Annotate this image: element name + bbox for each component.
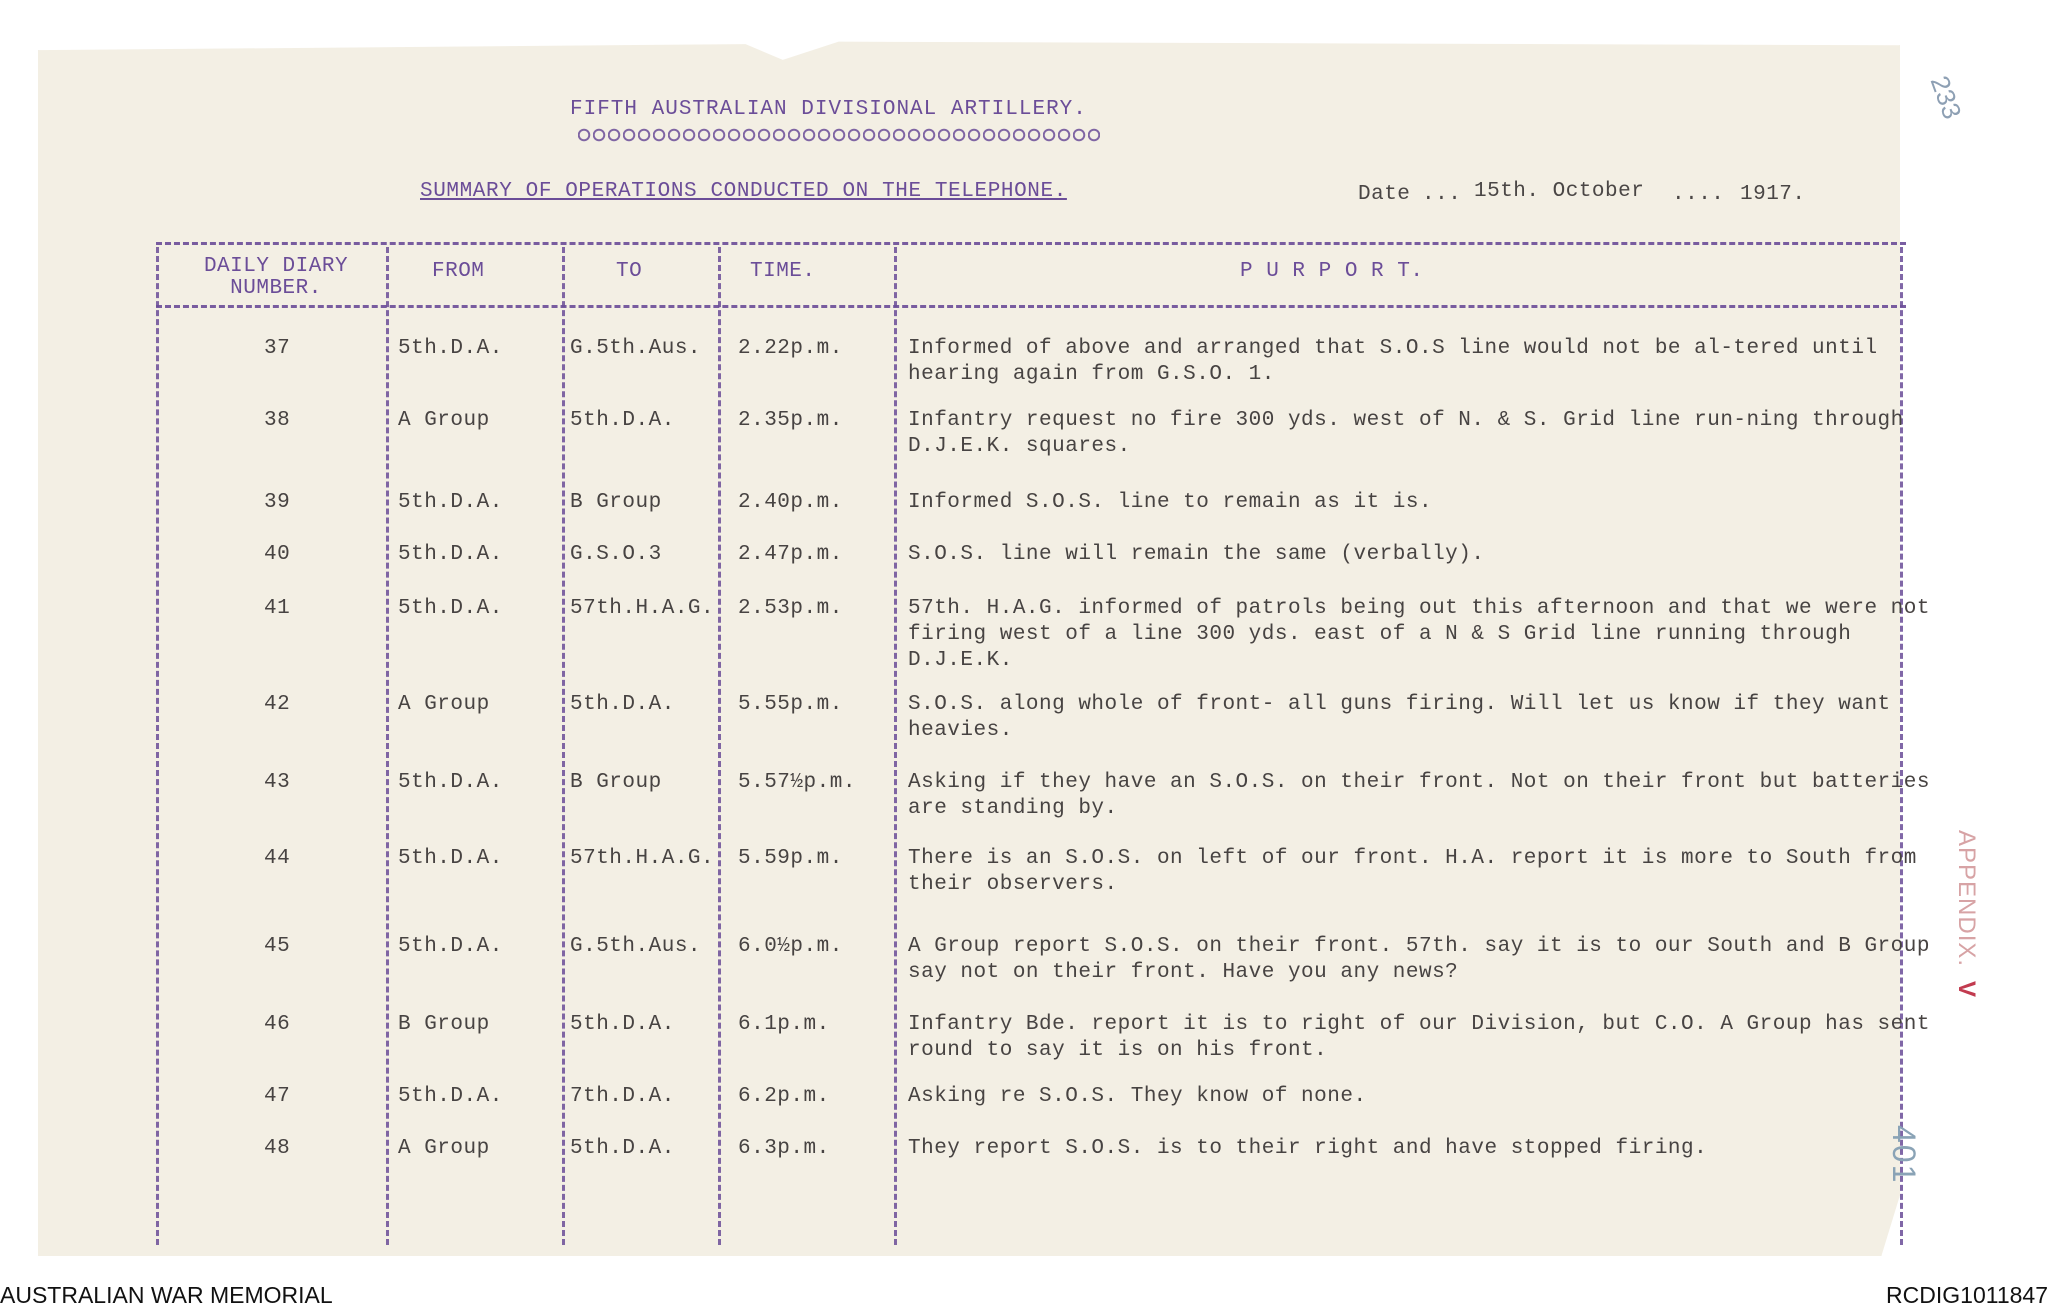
appendix-label: APPENDIX.: [1953, 830, 1980, 968]
column-header-to: TO: [616, 260, 643, 283]
row-from: 5th.D.A.: [398, 771, 503, 794]
row-diary-number: 38: [264, 409, 291, 432]
row-purport: They report S.O.S. is to their right and have stopped firing.: [908, 1137, 1708, 1160]
row-diary-number: 46: [264, 1013, 291, 1036]
row-to: 7th.D.A.: [570, 1085, 675, 1108]
row-to: G.5th.Aus.: [570, 337, 702, 360]
row-from: 5th.D.A.: [398, 1085, 503, 1108]
row-purport: 57th. H.A.G. informed of patrols being out this afternoon and that we were not firing west of a line 300 yds. east of a N & S Grid line running through D.J.E.K.: [908, 597, 1930, 672]
row-to: 57th.H.A.G.: [570, 597, 715, 620]
row-from: A Group: [398, 693, 490, 716]
operations-table: [156, 242, 1930, 1245]
row-purport: Asking if they have an S.O.S. on their front. Not on their front but batteries are standing by.: [908, 771, 1930, 820]
folio-number-stamp: 401: [1886, 1125, 1922, 1185]
row-to: 5th.D.A.: [570, 1013, 675, 1036]
row-diary-number: 40: [264, 543, 291, 566]
row-to: G.S.O.3: [570, 543, 662, 566]
row-from: 5th.D.A.: [398, 543, 503, 566]
row-from: 5th.D.A.: [398, 935, 503, 958]
row-diary-number: 47: [264, 1085, 291, 1108]
date-day: 15th. October: [1474, 180, 1645, 203]
table-header-rule: [156, 305, 1906, 308]
row-to: 57th.H.A.G.: [570, 847, 715, 870]
row-from: 5th.D.A.: [398, 597, 503, 620]
row-to: B Group: [570, 491, 662, 514]
row-time: 5.57½p.m.: [738, 771, 856, 794]
row-from: 5th.D.A.: [398, 337, 503, 360]
row-from: B Group: [398, 1013, 490, 1036]
row-to: B Group: [570, 771, 662, 794]
column-divider: [562, 247, 565, 1245]
row-purport: S.O.S. line will remain the same (verbally).: [908, 543, 1485, 566]
row-time: 2.40p.m.: [738, 491, 843, 514]
row-purport: Infantry request no fire 300 yds. west of N. & S. Grid line run-ning through D.J.E.K. squares.: [908, 409, 1904, 458]
date-year: 1917.: [1740, 183, 1806, 206]
column-header-purport: P U R P O R T.: [1240, 260, 1424, 283]
row-diary-number: 44: [264, 847, 291, 870]
row-diary-number: 48: [264, 1137, 291, 1160]
row-purport: Infantry Bde. report it is to right of our Division, but C.O. A Group has sent round to say it is on his front.: [908, 1013, 1930, 1062]
footer-catalogue-id: RCDIG1011847: [1886, 1282, 2048, 1308]
row-from: A Group: [398, 1137, 490, 1160]
row-purport: There is an S.O.S. on left of our front. H.A. report it is more to South from their observers.: [908, 847, 1917, 896]
row-time: 2.22p.m.: [738, 337, 843, 360]
row-time: 2.47p.m.: [738, 543, 843, 566]
row-to: 5th.D.A.: [570, 693, 675, 716]
row-from: 5th.D.A.: [398, 847, 503, 870]
row-time: 6.2p.m.: [738, 1085, 830, 1108]
row-diary-number: 42: [264, 693, 291, 716]
row-diary-number: 37: [264, 337, 291, 360]
row-time: 5.55p.m.: [738, 693, 843, 716]
table-top-rule: [156, 242, 1906, 245]
document-title: FIFTH AUSTRALIAN DIVISIONAL ARTILLERY.: [570, 98, 1087, 121]
page-number-stamp: 233: [1924, 71, 1968, 123]
row-time: 6.3p.m.: [738, 1137, 830, 1160]
column-header-from: FROM: [432, 260, 485, 283]
row-to: 5th.D.A.: [570, 1137, 675, 1160]
date-label: Date: [1358, 183, 1411, 206]
row-purport: S.O.S. along whole of front- all guns firing. Will let us know if they want heavies.: [908, 693, 1891, 742]
row-diary-number: 43: [264, 771, 291, 794]
row-time: 6.1p.m.: [738, 1013, 830, 1036]
column-header-diary-number: DAILY DIARY NUMBER.: [203, 255, 349, 300]
column-divider: [894, 247, 897, 1245]
document-subtitle: SUMMARY OF OPERATIONS CONDUCTED ON THE TELEPHONE.: [420, 180, 1067, 203]
row-diary-number: 39: [264, 491, 291, 514]
footer-source-label: AUSTRALIAN WAR MEMORIAL: [0, 1282, 333, 1308]
row-time: 6.0½p.m.: [738, 935, 843, 958]
column-divider: [156, 247, 159, 1245]
appendix-letter: V: [1953, 981, 1980, 999]
row-time: 2.35p.m.: [738, 409, 843, 432]
column-divider: [718, 247, 721, 1245]
row-purport: Informed S.O.S. line to remain as it is.: [908, 491, 1433, 514]
title-underline-ornament: [578, 128, 1100, 142]
row-from: 5th.D.A.: [398, 491, 503, 514]
appendix-stamp: [1952, 830, 1980, 998]
row-purport: Asking re S.O.S. They know of none.: [908, 1085, 1367, 1108]
row-purport: A Group report S.O.S. on their front. 57th. say it is to our South and B Group say not on their front. Have you any news?: [908, 935, 1930, 984]
row-from: A Group: [398, 409, 490, 432]
date-dots-leading: ...: [1422, 183, 1462, 206]
row-diary-number: 41: [264, 597, 291, 620]
date-dots-trailing: ....: [1672, 183, 1725, 206]
column-divider: [386, 247, 389, 1245]
row-to: G.5th.Aus.: [570, 935, 702, 958]
row-time: 2.53p.m.: [738, 597, 843, 620]
row-time: 5.59p.m.: [738, 847, 843, 870]
row-diary-number: 45: [264, 935, 291, 958]
row-purport: Informed of above and arranged that S.O.S line would not be al-tered until hearing again from G.S.O. 1.: [908, 337, 1878, 386]
column-header-time: TIME.: [750, 260, 816, 283]
row-to: 5th.D.A.: [570, 409, 675, 432]
